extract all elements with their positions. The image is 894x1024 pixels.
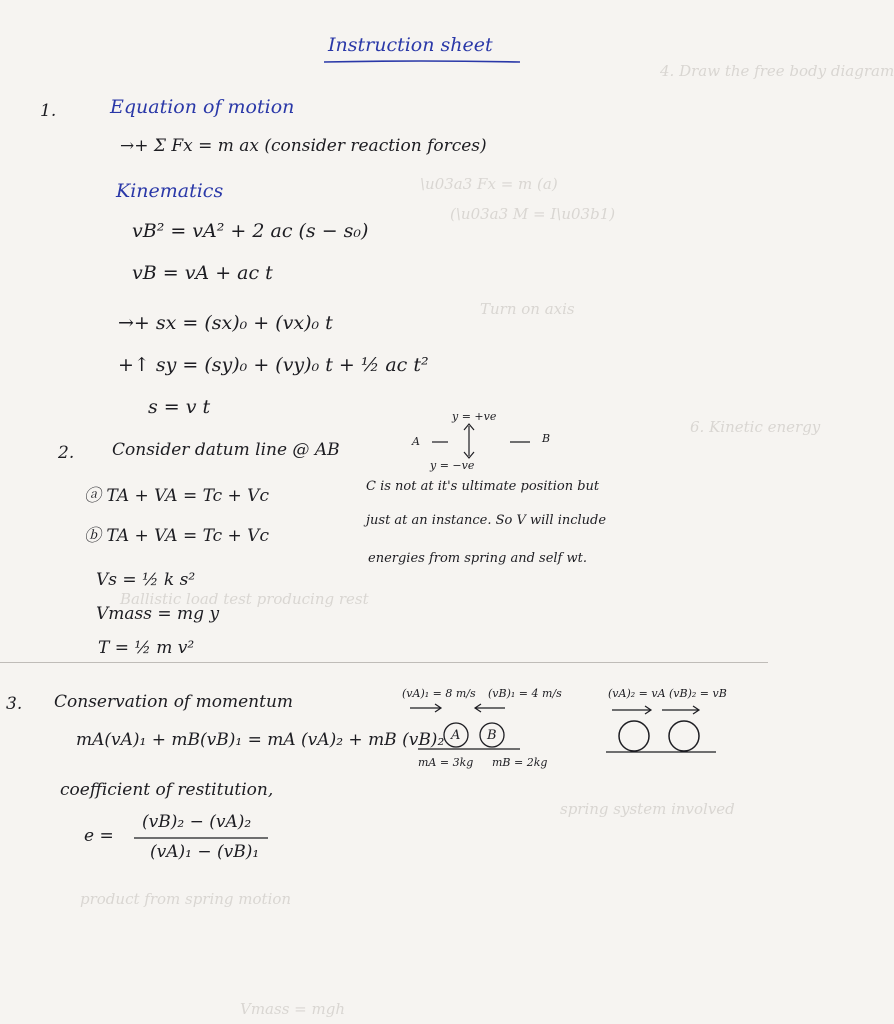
page-title: Instruction sheet: [328, 34, 493, 56]
restitution-numerator: (vB)₂ − (vA)₂: [142, 812, 252, 832]
kinematics-heading: Kinematics: [116, 180, 224, 202]
section-2-number: 2.: [58, 443, 75, 463]
note-line-2: just at an instance. So V will include: [366, 513, 607, 528]
kinematics-eq-2: vB = vA + ac t: [132, 262, 273, 284]
note-line-3: energies from spring and self wt.: [368, 551, 587, 566]
bleed-through-text: \u03a3 Fx = m (a): [420, 175, 558, 193]
momentum-heading: Conservation of momentum: [54, 692, 294, 712]
section-1-heading: Equation of motion: [110, 96, 295, 118]
kinematics-eq-5: s = v t: [148, 396, 211, 418]
section-1-number: 1.: [40, 101, 57, 121]
kinematics-eq-4: +↑ sy = (sy)₀ + (vy)₀ t + ½ ac t²: [118, 354, 429, 376]
equation-of-motion: →+ Σ Fx = m ax (consider reaction forces): [120, 136, 487, 156]
kinetic-energy-eq: T = ½ m v²: [98, 638, 195, 658]
ball-a-label: A: [451, 728, 461, 743]
restitution-heading: coefficient of restitution,: [60, 780, 274, 800]
section-3-number: 3.: [6, 694, 23, 714]
note-line-1: C is not at it's ultimate position but: [366, 479, 600, 494]
initial-velocity-a: (vA)₁ = 8 m/s: [402, 687, 476, 700]
bleed-through-text: Turn on axis: [480, 300, 575, 318]
bleed-through-text: Vmass = mgh: [240, 1000, 345, 1018]
gravity-energy-eq: Vmass = mg y: [96, 604, 220, 624]
bleed-through-text: product from spring motion: [80, 890, 292, 908]
bleed-through-text: spring system involved: [560, 800, 735, 818]
energy-eq-b: ⓑ TA + VA = Tc + Vc: [84, 526, 269, 546]
restitution-denominator: (vA)₁ − (vB)₁: [150, 842, 260, 862]
final-velocities-label: (vA)₂ = vA (vB)₂ = vB: [608, 687, 727, 700]
restitution-lhs: e =: [84, 826, 114, 846]
momentum-equation: mA(vA)₁ + mB(vB)₁ = mA (vA)₂ + mB (vB)₂: [76, 730, 445, 750]
point-b-label: B: [542, 432, 551, 445]
ball-b-label: B: [487, 728, 497, 743]
bleed-through-text: 6. Kinetic energy: [690, 418, 821, 436]
point-a-label: A: [412, 435, 420, 448]
bleed-through-text: 4. Draw the free body diagram: [660, 62, 894, 80]
datum-line-text: Consider datum line @ AB: [112, 440, 340, 460]
kinematics-eq-1: vB² = vA² + 2 ac (s − s₀): [132, 220, 369, 242]
energy-eq-a: ⓐ TA + VA = Tc + Vc: [84, 486, 269, 506]
kinematics-eq-3: →+ sx = (sx)₀ + (vx)₀ t: [118, 312, 333, 334]
bleed-through-text: (\u03a3 M = I\u03b1): [450, 205, 616, 223]
mass-a-label: mA = 3kg: [418, 756, 474, 769]
y-negative-label: y = −ve: [430, 459, 475, 472]
y-positive-label: y = +ve: [452, 410, 497, 423]
initial-velocity-b: (vB)₁ = 4 m/s: [488, 687, 562, 700]
bleed-through-text: Ballistic load test producing rest: [120, 590, 369, 608]
spring-energy-eq: Vs = ½ k s²: [96, 570, 196, 590]
mass-b-label: mB = 2kg: [492, 756, 548, 769]
